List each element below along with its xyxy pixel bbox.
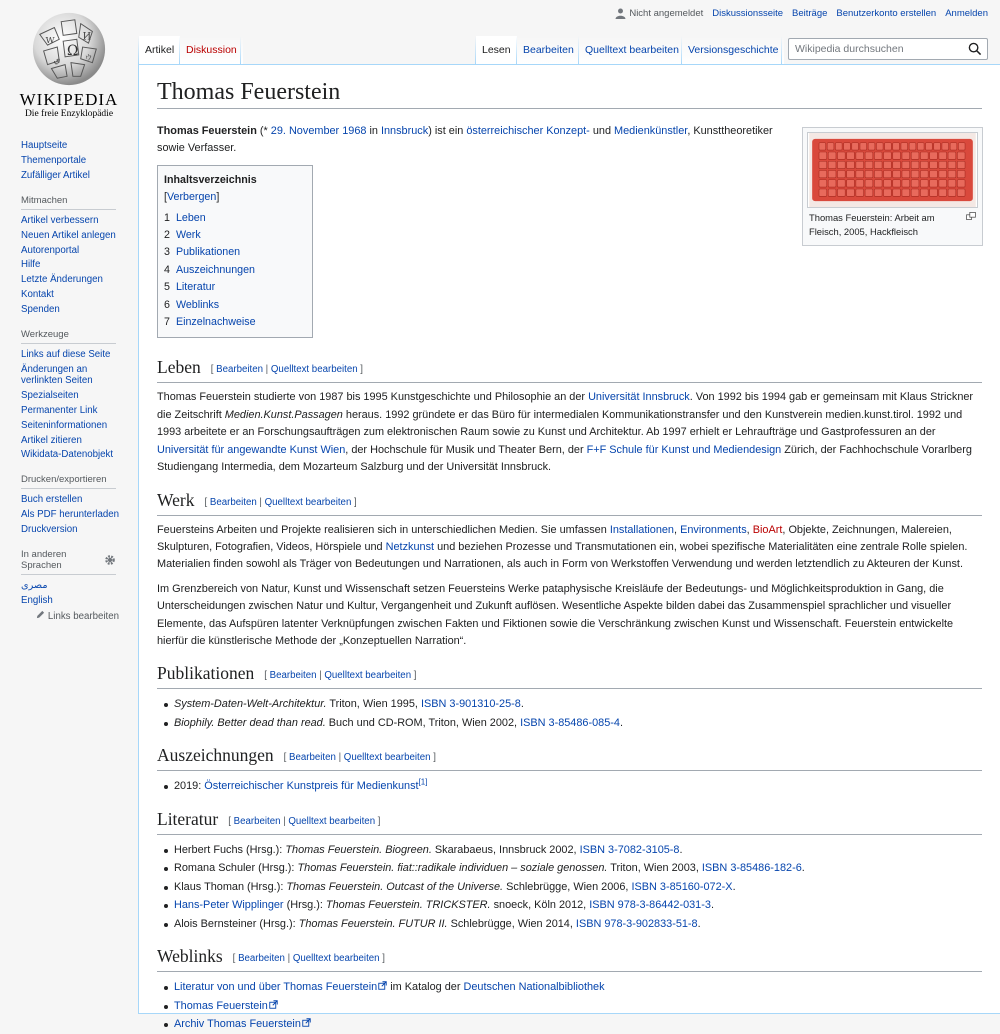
sprachen-title: In anderen Sprachen xyxy=(21,549,67,572)
list-item: Herbert Fuchs (Hrsg.): Thomas Feuerstein. Biogreen. Skarabaeus, Innsbruck 2002, ISBN 3-7082-3105-8. xyxy=(174,841,982,860)
sidebar-item[interactable]: Als PDF herunterladen xyxy=(21,509,120,521)
kunstpreis-link[interactable]: Österreichischer Kunstpreis für Medienkunst xyxy=(204,780,419,793)
toc-item[interactable]: 4 Auszeichnungen xyxy=(164,263,255,276)
medienkuenstler-link[interactable]: Medienkünstler xyxy=(614,125,688,137)
werk-paragraph-1: Feuersteins Arbeiten und Projekte realisieren sich in unterschiedlichen Medien. Sie umfassen Installationen, Environments, BioArt, Objekte, Zeichnungen, Malereien, Skulpturen, Fotografien, Videos, Hörspiele und Netzkunst und beziehen Prozesse und Transmutationen ein, wobei spezifische Materialitäten eine zentrale Rolle spielen. Materialien finden sowohl als Träger von Bedeutungen und Narrationen, als auch in Form von Werkstoffen Verwendung und werden letztendlich zu Akteuren der Kunst. xyxy=(157,523,968,571)
artwork-image[interactable] xyxy=(807,132,978,208)
tab-versionsgeschichte[interactable]: Versionsgeschichte xyxy=(682,36,784,64)
konzept-link[interactable]: österreichischer Konzept- xyxy=(466,125,590,137)
not-logged-in-label: Nicht angemeldet xyxy=(629,8,704,19)
isbn-link[interactable]: ISBN 3-901310-25-8 xyxy=(420,698,521,711)
tab-diskussion[interactable]: Diskussion xyxy=(180,36,243,64)
edit-links-button[interactable] xyxy=(21,610,119,622)
toc-item[interactable]: 7 Einzelnachweise xyxy=(164,316,256,329)
svg-text:W: W xyxy=(45,36,55,47)
lead-paragraph: Thomas Feuerstein (* 29. November 1968 in Innsbruck) ist ein österreichischer Konzept- und Medienkünstler, Kunsttheoretiker sowie Verfasser. xyxy=(157,125,773,155)
logo-wordmark: WIKIPEDIA xyxy=(19,90,119,109)
edit-source-button[interactable]: Quelltext bearbeiten xyxy=(264,496,352,508)
sidebar-item[interactable]: Änderungen an verlinkten Seiten xyxy=(21,364,93,387)
search-placeholder: Wikipedia durchsuchen xyxy=(795,43,904,55)
sidebar-heading-werkzeuge: Werkzeuge xyxy=(21,329,116,344)
werk-paragraph-2: Im Grenzbereich von Natur, Kunst und Wissenschaft setzen Feuersteins Werke pataphysische Kreisläufe der Bedeutungs- und Möglichkeitsproduktion in Gang, die Unterscheidungen zwischen Natur und Kultur, Vergangenheit und Zukunft auflösen. Wesentliche Aspekte bilden dabei das Zusammenspiel sprachlicher und visueller Elemente, das Aufspüren latenter Verknüpfungen zwischen Fakten und Fiktionen sowie die Verschränkung zwischen Kunst und Wissenschaft. Feuerstein entwickelte hierfür die künstlerische Methode der „Konzeptuellen Narration“. xyxy=(157,582,954,647)
subject-name: Thomas Feuerstein xyxy=(157,125,257,137)
sidebar-item-hauptseite[interactable]: Hauptseite xyxy=(21,140,68,151)
sidebar-item[interactable]: Kontakt xyxy=(21,289,54,301)
dnb-link[interactable]: Deutschen Nationalbibliothek xyxy=(463,981,605,994)
edit-source-button[interactable]: Quelltext bearbeiten xyxy=(324,670,412,682)
thumbnail xyxy=(802,127,983,246)
edit-section-button[interactable]: Bearbeiten xyxy=(216,364,263,376)
edit-section-button[interactable]: Bearbeiten xyxy=(289,752,336,764)
search-icon[interactable] xyxy=(968,42,982,56)
edit-section-button[interactable]: Bearbeiten xyxy=(238,953,285,965)
edit-source-button[interactable]: Quelltext bearbeiten xyxy=(288,815,376,827)
article-content xyxy=(138,64,1000,1031)
wikipedia-logo[interactable] xyxy=(0,0,138,130)
sidebar-item[interactable]: Spenden xyxy=(21,304,60,316)
sidebar-heading-mitmachen: Mitmachen xyxy=(21,195,116,210)
language-link-arz[interactable]: مصرى xyxy=(21,580,48,592)
talk-link[interactable]: Diskussionsseite xyxy=(712,8,784,19)
section-edit-links: [ Bearbeiten | Quelltext bearbeiten ] xyxy=(283,752,436,764)
table-of-contents xyxy=(157,165,313,339)
enlarge-icon[interactable] xyxy=(966,212,976,220)
edit-source-button[interactable]: Quelltext bearbeiten xyxy=(292,953,380,965)
svg-text:ي: ي xyxy=(53,55,61,66)
sidebar-mitmachen xyxy=(21,195,138,315)
sidebar-item[interactable]: Artikel zitieren xyxy=(21,434,82,446)
svg-text:ウ: ウ xyxy=(84,53,93,63)
list-item: Biophily. Better dead than read. Buch und CD-ROM, Triton, Wien 2002, ISBN 3-85486-085-4. xyxy=(174,714,982,733)
toc-title: Inhaltsverzeichnis [Verbergen] xyxy=(164,173,257,204)
section-edit-links: [ Bearbeiten | Quelltext bearbeiten ] xyxy=(264,670,417,682)
angewandte-link[interactable]: Universität für angewandte Kunst Wien xyxy=(157,443,346,456)
installationen-link[interactable]: Installationen xyxy=(609,523,674,536)
toc-item[interactable]: 1 Leben xyxy=(164,211,206,224)
author-link[interactable]: Hans-Peter Wipplinger xyxy=(174,899,284,912)
thumbnail-caption xyxy=(807,208,978,241)
isbn-link[interactable]: ISBN 3-85486-182-6 xyxy=(701,862,802,875)
user-icon xyxy=(615,8,626,19)
tab-bearbeiten[interactable]: Bearbeiten xyxy=(517,36,580,64)
list-item: Alois Bernsteiner (Hrsg.): Thomas Feuerstein. FUTUR II. Schlebrügge, Wien 2014, ISBN 978-3-902833-51-8. xyxy=(174,915,982,934)
logo-tagline: Die freie Enzyklopädie xyxy=(24,109,114,119)
tab-artikel[interactable]: Artikel xyxy=(139,36,180,64)
toc-item[interactable]: 3 Publikationen xyxy=(164,246,241,259)
birthdate-link[interactable]: 29. November 1968 xyxy=(270,125,367,137)
sidebar-item[interactable]: Permanenter Link xyxy=(21,404,98,416)
edit-section-button[interactable]: Bearbeiten xyxy=(209,496,257,508)
isbn-link[interactable]: ISBN 978-3-902833-51-8 xyxy=(575,917,698,930)
toc-item[interactable]: 5 Literatur xyxy=(164,281,216,294)
edit-section-button[interactable]: Bearbeiten xyxy=(269,670,317,682)
sidebar-item[interactable]: Letzte Änderungen xyxy=(21,274,103,286)
sidebar-item[interactable]: Artikel verbessern xyxy=(21,214,99,226)
login-link[interactable]: Anmelden xyxy=(945,8,988,19)
contributions-link[interactable]: Beiträge xyxy=(792,8,828,19)
section-heading-auszeichnungen: Auszeichnungen [ Bearbeiten | Quelltext bearbeiten ] xyxy=(157,744,982,771)
sidebar-drucken xyxy=(21,474,138,535)
uni-innsbruck-link[interactable]: Universität Innsbruck xyxy=(588,391,690,404)
svg-text:Ω: Ω xyxy=(67,42,79,59)
external-link-icon xyxy=(302,1018,311,1027)
list-item xyxy=(174,1015,982,1034)
sidebar-item-zufaelliger-artikel[interactable]: Zufälliger Artikel xyxy=(21,169,90,181)
sidebar-item[interactable]: Druckversion xyxy=(21,524,78,536)
create-account-link[interactable]: Benutzerkonto erstellen xyxy=(836,8,937,19)
external-link[interactable]: Archiv Thomas Feuerstein xyxy=(174,1018,311,1030)
pencil-icon xyxy=(36,610,45,619)
list-item: System-Daten-Welt-Architektur. Triton, Wien 1995, ISBN 3-901310-25-8. xyxy=(174,695,982,714)
list-item: Romana Schuler (Hrsg.): Thomas Feuerstein. fiat::radikale individuen – soziale genossen. Triton, Wien 2003, ISBN 3-85486-182-6. xyxy=(174,859,982,878)
language-link-en[interactable]: English xyxy=(21,595,53,607)
leben-paragraph: Thomas Feuerstein studierte von 1987 bis 1995 Kunstgeschichte und Philosophie an der Universität Innsbruck. Von 1992 bis 1994 gab er gemeinsam mit Klaus Strickner die Zeitschrift Medien.Kunst.Passagen heraus. 1992 gründete er das Büro für intermedialen Kommunikationstransfer und den Kunstverein medien.kunst.tirol. 1992 und 1993 arbeitete er an Forschungsaufträgen zum elektronischen Raum sowie zu Kunst und Architektur. Ab 1997 erhielt er Lehraufträge und Gastprofessuren an der Universität für angewandte Kunst Wien, der Hochschule für Musik und Theater Bern, der F+F Schule für Kunst und Mediendesign Zürich, der Fachhochschule Vorarlberg Studiengang Intermedia, dem Mozarteum Salzburg und der Universität Innsbruck. xyxy=(157,391,974,474)
toc-toggle[interactable]: Verbergen xyxy=(166,191,217,204)
edit-source-button[interactable]: Quelltext bearbeiten xyxy=(343,752,431,764)
svg-text:И: И xyxy=(82,31,92,43)
netzkunst-link[interactable]: Netzkunst xyxy=(385,540,435,553)
section-edit-links: [ Bearbeiten | Quelltext bearbeiten ] xyxy=(204,496,357,508)
gear-icon[interactable] xyxy=(104,554,116,566)
section-edit-links: [ Bearbeiten | Quelltext bearbeiten ] xyxy=(232,953,385,965)
external-link-icon xyxy=(269,1000,278,1009)
isbn-link[interactable]: ISBN 978-3-86442-031-3 xyxy=(589,899,711,912)
section-heading-literatur: Literatur [ Bearbeiten | Quelltext bearbeiten ] xyxy=(157,808,982,835)
sidebar-heading-drucken: Drucken/exportieren xyxy=(21,474,116,489)
section-heading-weblinks: Weblinks [ Bearbeiten | Quelltext bearbeiten ] xyxy=(157,945,982,972)
sidebar-heading-sprachen xyxy=(21,549,116,575)
page-title: Thomas Feuerstein xyxy=(157,77,982,109)
isbn-link[interactable]: ISBN 3-7082-3105-8 xyxy=(579,843,680,856)
not-logged-in xyxy=(615,8,703,19)
sidebar xyxy=(0,140,138,636)
sidebar-item[interactable]: Autorenportal xyxy=(21,244,80,256)
toc-item[interactable]: 6 Weblinks xyxy=(164,298,220,311)
list-item: Hans-Peter Wipplinger (Hrsg.): Thomas Feuerstein. TRICKSTER. snoeck, Köln 2012, ISBN 978-3-86442-031-3. xyxy=(174,896,982,915)
search-input[interactable] xyxy=(788,38,988,60)
edit-section-button[interactable]: Bearbeiten xyxy=(233,815,281,827)
section-edit-links: [ Bearbeiten | Quelltext bearbeiten ] xyxy=(210,364,363,376)
isbn-link[interactable]: ISBN 3-85486-085-4 xyxy=(520,716,620,729)
section-edit-links: [ Bearbeiten | Quelltext bearbeiten ] xyxy=(228,815,381,827)
list-item xyxy=(174,997,982,1016)
reference-link[interactable]: [1] xyxy=(418,777,428,787)
section-heading-leben: Leben [ Bearbeiten | Quelltext bearbeiten ] xyxy=(157,356,982,383)
sidebar-navigation xyxy=(21,140,138,181)
caption-text: Thomas Feuerstein: Arbeit am Fleisch, 2005, Hackfleisch xyxy=(809,212,935,237)
list-item: Klaus Thoman (Hrsg.): Thomas Feuerstein. Outcast of the Universe. Schlebrügge, Wien 2006, ISBN 3-85160-072-X. xyxy=(174,878,982,897)
list-item: Literatur von und über Thomas Feuerstein im Katalog der Deutschen Nationalbibliothek xyxy=(174,978,982,997)
list-item: 2019: Österreichischer Kunstpreis für Medienkunst[1] xyxy=(174,777,982,796)
sidebar-item[interactable]: Buch erstellen xyxy=(21,494,83,506)
sidebar-item[interactable]: Hilfe xyxy=(21,259,41,271)
isbn-link[interactable]: ISBN 3-85160-072-X xyxy=(631,880,733,893)
personal-tools xyxy=(615,8,988,19)
wikipedia-globe-icon xyxy=(30,10,108,88)
birthplace-link[interactable]: Innsbruck xyxy=(380,125,429,137)
external-link[interactable]: Literatur von und über Thomas Feuerstein xyxy=(174,981,387,993)
bioart-link[interactable]: BioArt xyxy=(752,523,783,536)
section-heading-werk: Werk [ Bearbeiten | Quelltext bearbeiten ] xyxy=(157,489,982,516)
ff-schule-link[interactable]: F+F Schule für Kunst und Mediendesign xyxy=(586,443,782,456)
edit-links-label: Links bearbeiten xyxy=(47,611,119,623)
sidebar-item-themenportale[interactable]: Themenportale xyxy=(21,154,87,166)
edit-source-button[interactable]: Quelltext bearbeiten xyxy=(270,364,358,376)
sidebar-item[interactable]: Neuen Artikel anlegen xyxy=(21,229,116,241)
sidebar-item[interactable]: Seiteninformationen xyxy=(21,419,108,431)
section-heading-publikationen: Publikationen [ Bearbeiten | Quelltext bearbeiten ] xyxy=(157,662,982,689)
sidebar-werkzeuge xyxy=(21,329,138,460)
sidebar-item[interactable]: Links auf diese Seite xyxy=(21,349,111,361)
environments-link[interactable]: Environments xyxy=(680,523,747,536)
sidebar-sprachen xyxy=(21,549,138,622)
external-link[interactable]: Thomas Feuerstein xyxy=(174,1000,278,1012)
sidebar-item[interactable]: Wikidata-Datenobjekt xyxy=(21,449,114,461)
external-link-icon xyxy=(378,981,387,990)
tab-quelltext-bearbeiten[interactable]: Quelltext bearbeiten xyxy=(579,36,685,64)
tab-lesen[interactable]: Lesen xyxy=(476,36,517,64)
sidebar-item[interactable]: Spezialseiten xyxy=(21,389,79,401)
toc-item[interactable]: 2 Werk xyxy=(164,229,201,242)
